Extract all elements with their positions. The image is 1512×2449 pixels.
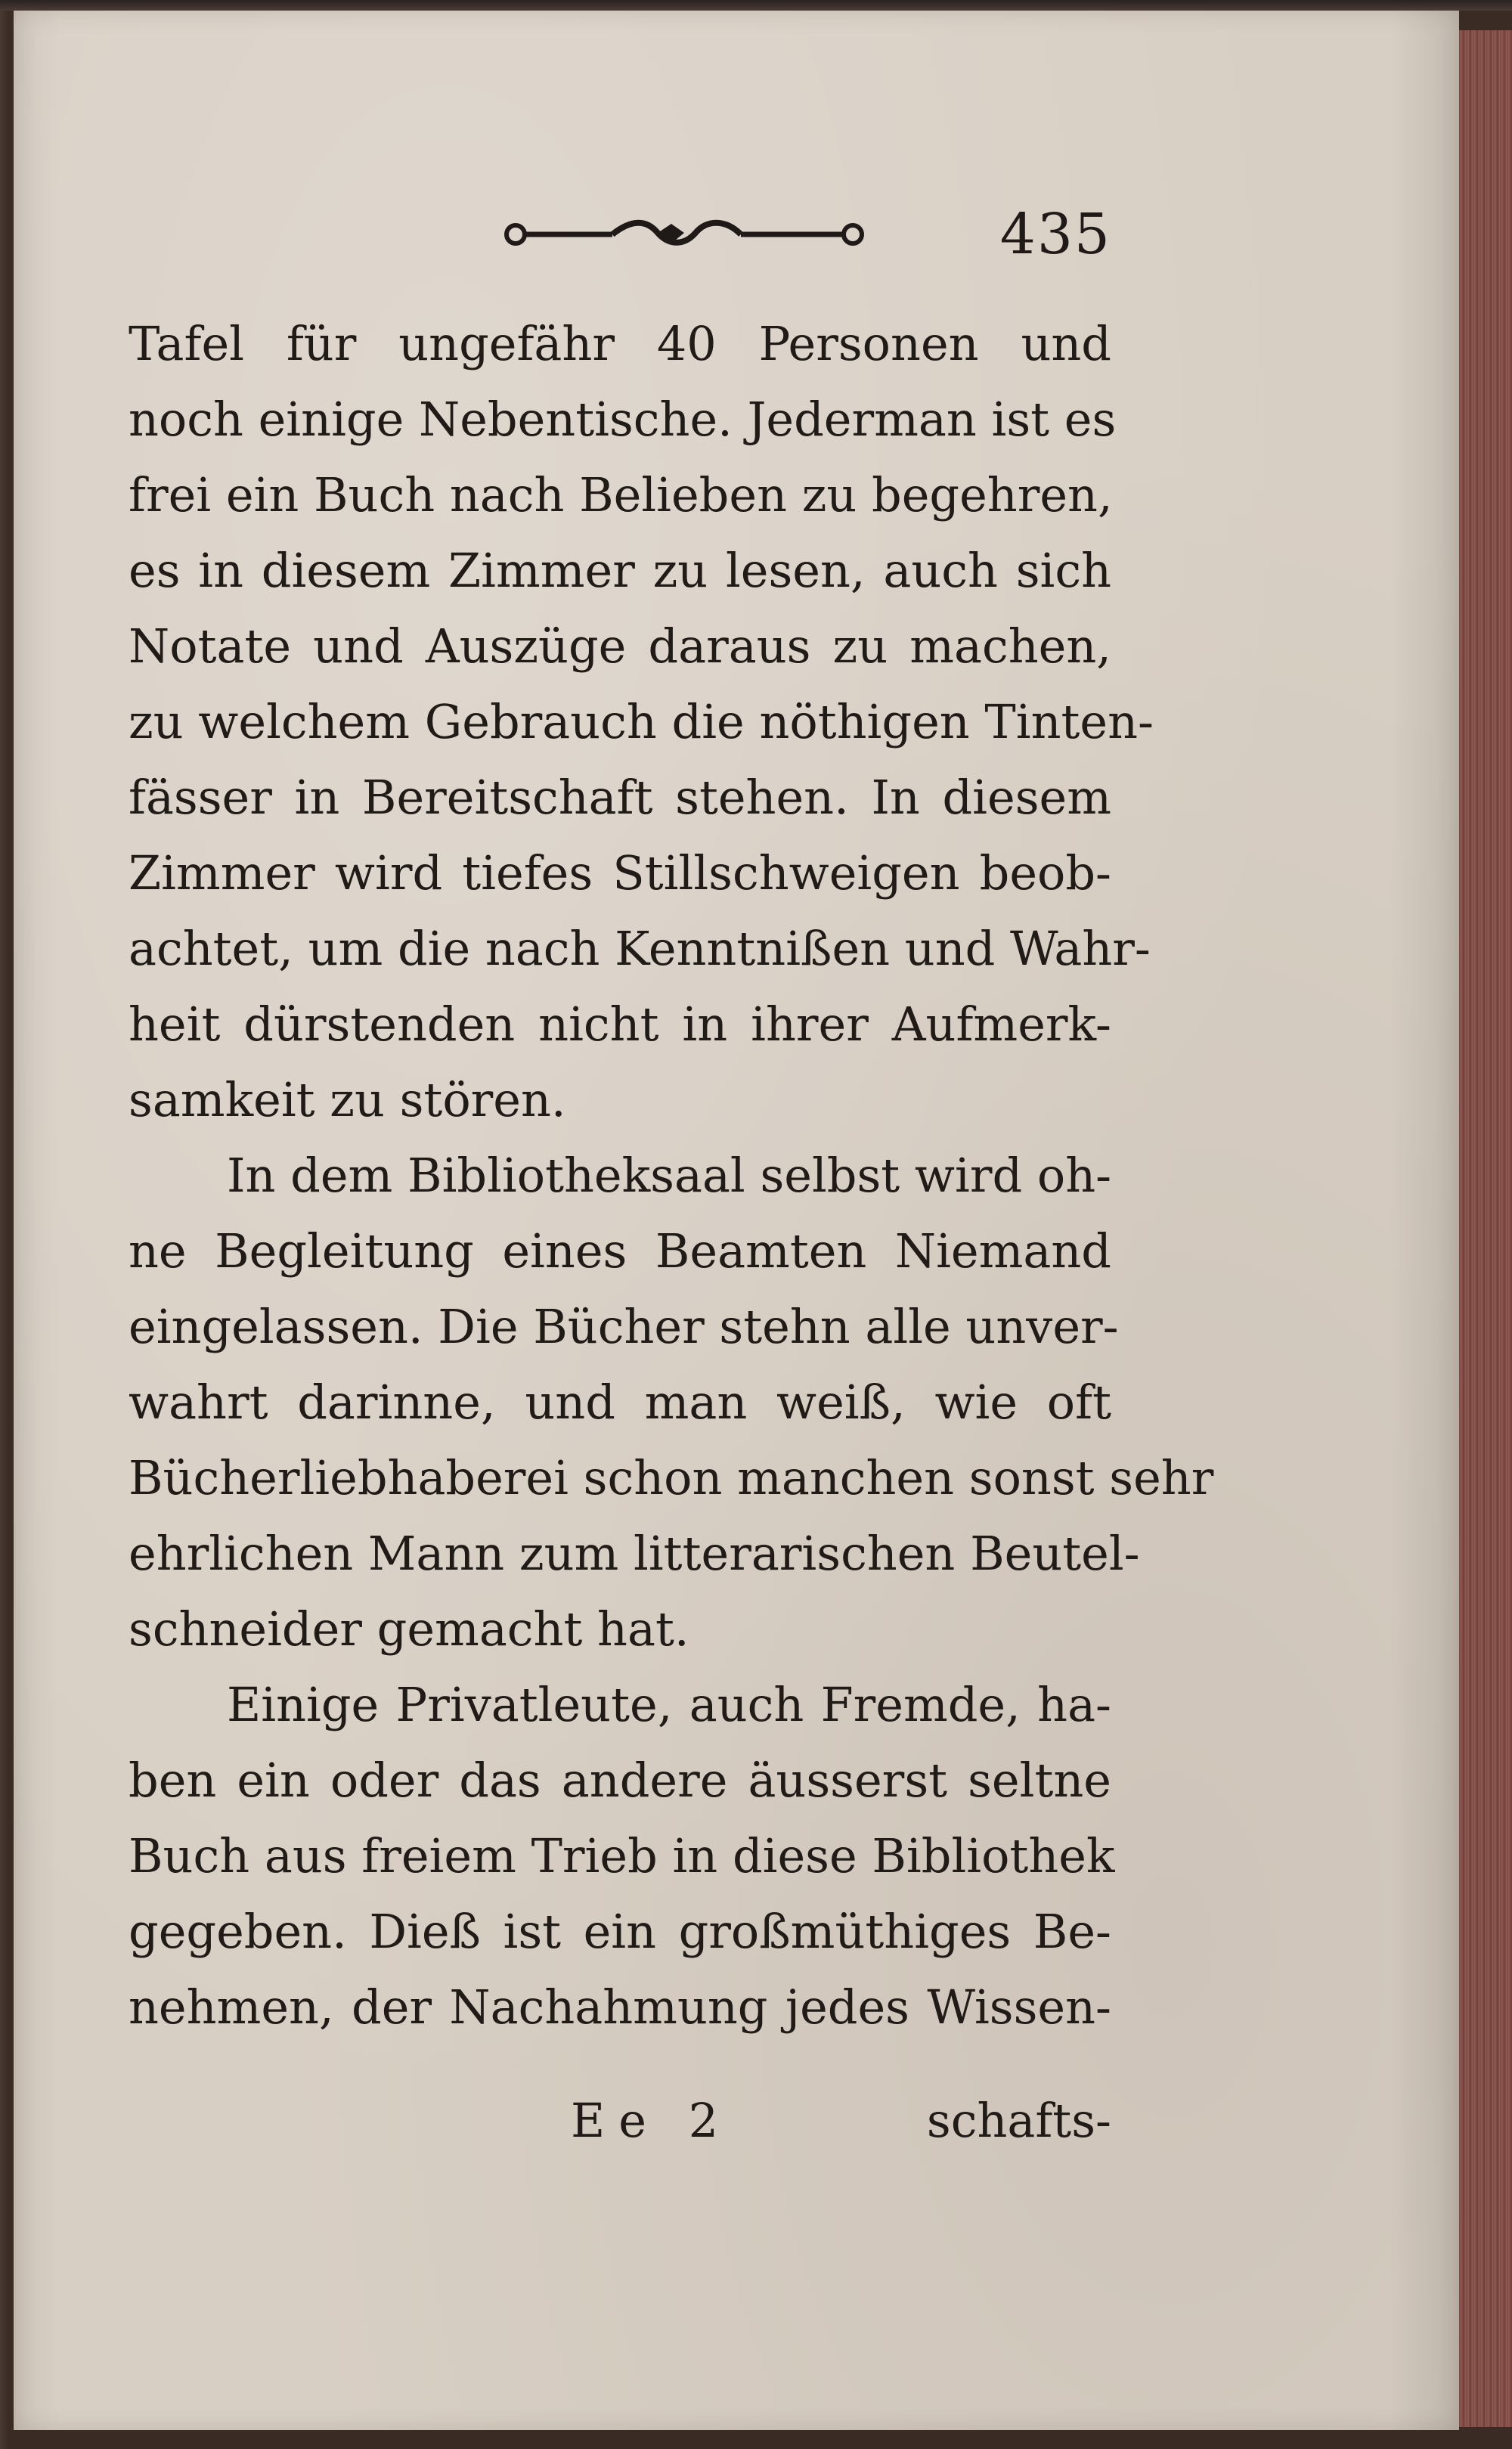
text-line: noch einige Nebentische. Jederman ist es — [129, 392, 1117, 447]
signature-mark: Ee 2 — [571, 2093, 733, 2148]
book-block-edge — [1459, 30, 1512, 2427]
text-line: Buch aus freiem Trieb in diese Bibliothek — [129, 1828, 1115, 1883]
page-header — [129, 204, 1111, 265]
text-line: fässer in Bereitschaft stehen. In diesem — [129, 770, 1111, 825]
text-line: gegeben. Dieß ist ein großmüthiges Be- — [129, 1904, 1111, 1959]
text-line: schneider gemacht hat. — [129, 1601, 689, 1657]
text-line: achtet, um die nach Kenntnißen und Wahr- — [129, 921, 1151, 976]
text-line: In dem Bibliotheksaal selbst wird oh- — [227, 1148, 1112, 1203]
page-number: 435 — [999, 202, 1111, 267]
page-footer — [129, 2083, 1111, 2159]
text-line: Einige Privatleute, auch Fremde, ha- — [227, 1677, 1111, 1732]
text-line: Zimmer wird tiefes Stillschweigen beob- — [129, 845, 1111, 901]
text-line: heit dürstenden nicht in ihrer Aufmerk- — [129, 997, 1111, 1052]
decorative-rule-ornament-icon — [499, 204, 869, 265]
catchword: schafts- — [926, 2093, 1111, 2148]
text-line: samkeit zu stören. — [129, 1072, 566, 1127]
text-line: ne Begleitung eines Beamten Niemand — [129, 1223, 1111, 1279]
text-line: frei ein Buch nach Belieben zu begehren, — [129, 467, 1113, 522]
text-line: ben ein oder das andere äusserst seltne — [129, 1753, 1111, 1808]
text-line: es in diesem Zimmer zu lesen, auch sich — [129, 543, 1111, 598]
text-line: eingelassen. Die Bücher stehn alle unver- — [129, 1299, 1119, 1354]
body-text — [129, 306, 1214, 2045]
text-line: Tafel für ungefähr 40 Personen und — [129, 316, 1111, 371]
text-line: ehrlichen Mann zum litterarischen Beutel- — [129, 1526, 1140, 1581]
text-line: wahrt darinne, und man weiß, wie oft — [129, 1375, 1111, 1430]
text-line: Notate und Auszüge daraus zu machen, — [129, 618, 1111, 674]
text-line: nehmen, der Nachahmung jedes Wissen- — [129, 1979, 1111, 2035]
text-line: zu welchem Gebrauch die nöthigen Tinten- — [129, 694, 1154, 749]
book-top-edge — [0, 0, 1512, 11]
text-line: Bücherliebhaberei schon manchen sonst sehr — [129, 1450, 1214, 1505]
